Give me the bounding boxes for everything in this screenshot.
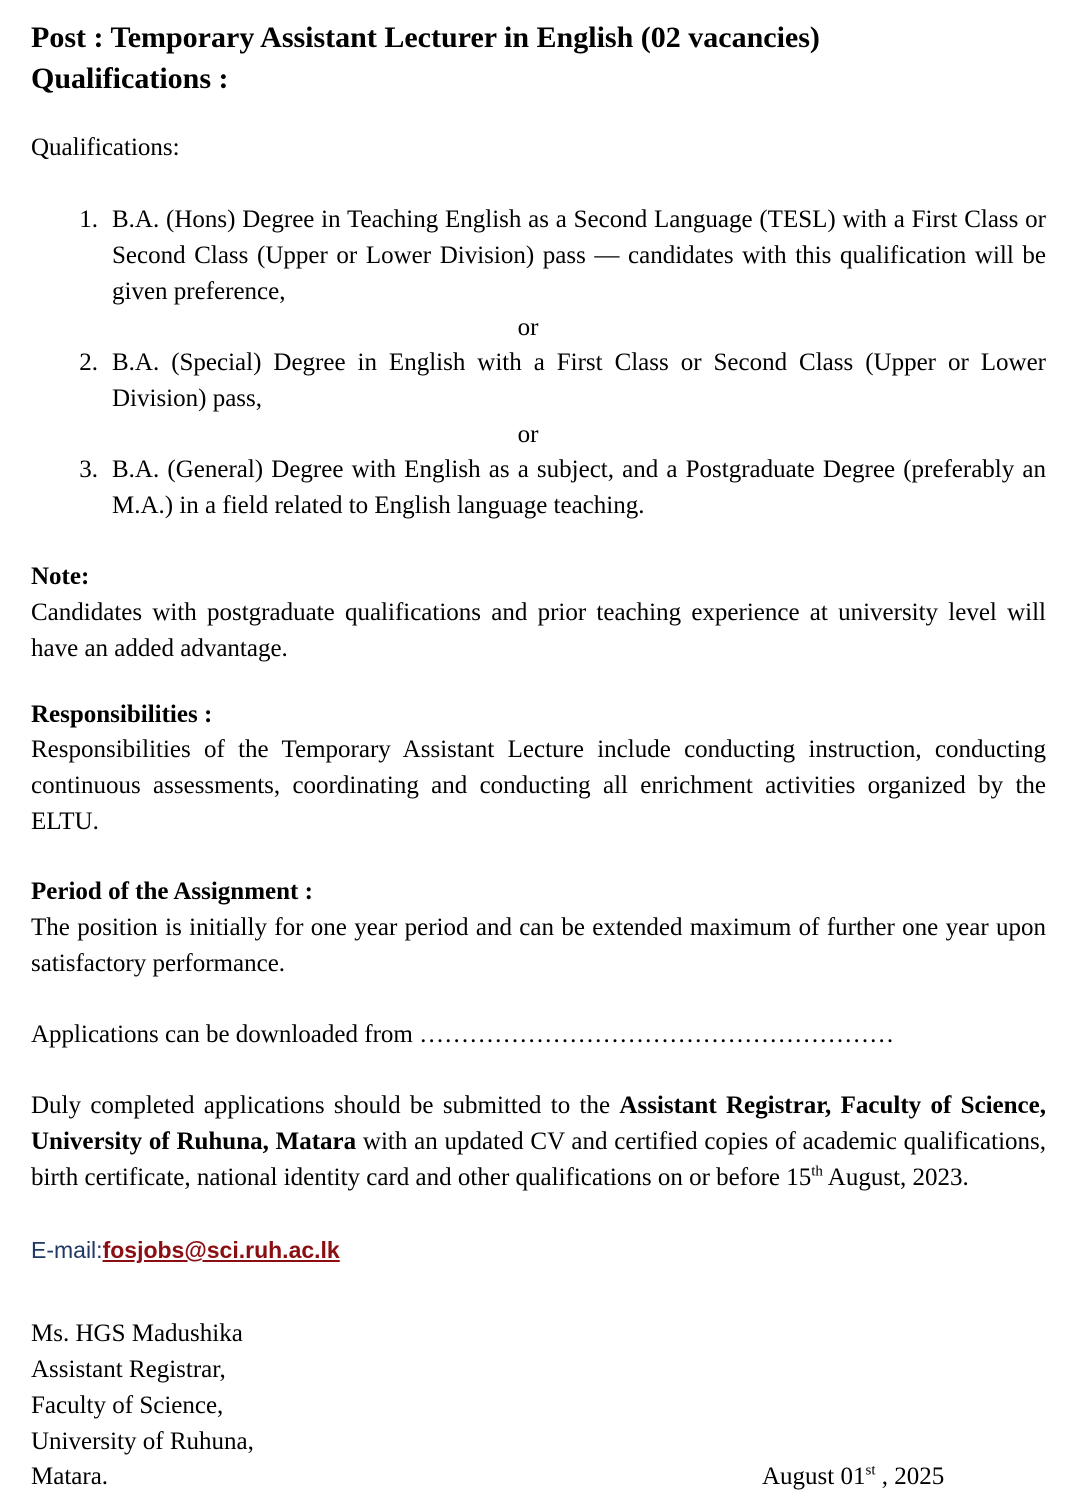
qualification-item-3: B.A. (General) Degree with English as a subject, and a Postgraduate Degree (preferably an M.A.) in a field related to English language teaching. bbox=[112, 456, 1046, 519]
or-separator: or bbox=[517, 421, 539, 448]
list-item-number: 3. bbox=[79, 456, 98, 483]
post-title: Post : Temporary Assistant Lecturer in English (02 vacancies) bbox=[31, 21, 820, 54]
submission-office: Assistant Registrar, Faculty of Science, University of Ruhuna, Matara bbox=[31, 1092, 1047, 1155]
note-text: Candidates with postgraduate qualifications and prior teaching experience at university level will have an added advantage. bbox=[31, 599, 1046, 662]
submission-intro: Duly completed applications should be submitted to the bbox=[31, 1092, 620, 1119]
notice-date bbox=[762, 1459, 944, 1495]
signatory-title: Assistant Registrar, bbox=[31, 1356, 226, 1383]
qualifications-heading: Qualifications : bbox=[31, 62, 229, 95]
qualification-item-2: B.A. (Special) Degree in English with a First Class or Second Class (Upper or Lower Division) pass, bbox=[112, 349, 1046, 412]
submission-paragraph bbox=[31, 1088, 1046, 1196]
list-item-number: 1. bbox=[79, 206, 98, 233]
signatory-name: Ms. HGS Madushika bbox=[31, 1320, 243, 1347]
applications-download-text: Applications can be downloaded from ………………………………………………… bbox=[31, 1021, 895, 1048]
email-label: E-mail: bbox=[31, 1237, 103, 1263]
note-heading: Note: bbox=[31, 563, 90, 590]
qualifications-intro: Qualifications: bbox=[31, 134, 180, 161]
or-separator: or bbox=[517, 314, 539, 341]
email-link[interactable]: fosjobs@sci.ruh.ac.lk bbox=[102, 1237, 340, 1263]
date-suffix: st bbox=[865, 1462, 876, 1479]
period-heading: Period of the Assignment : bbox=[31, 878, 313, 905]
responsibilities-heading: Responsibilities : bbox=[31, 701, 213, 728]
deadline-rest: August, 2023. bbox=[822, 1164, 969, 1191]
qualification-item-1: B.A. (Hons) Degree in Teaching English as a Second Language (TESL) with a First Class or Second Class (Upper or Lower Division) pass — candidates with this qualification will be given preference, bbox=[112, 206, 1046, 305]
responsibilities-text: Responsibilities of the Temporary Assistant Lecture include conducting instruction, conducting continuous assessments, coordinating and conducting all enrichment activities organized by the ELTU. bbox=[31, 736, 1046, 835]
signatory-city: Matara. bbox=[31, 1463, 109, 1490]
signatory-faculty: Faculty of Science, bbox=[31, 1392, 224, 1419]
date-prefix: August 01 bbox=[762, 1463, 866, 1490]
deadline-suffix: th bbox=[811, 1163, 823, 1180]
period-text: The position is initially for one year period and can be extended maximum of further one year upon satisfactory performance. bbox=[31, 914, 1046, 977]
signatory-university: University of Ruhuna, bbox=[31, 1428, 254, 1455]
date-year: , 2025 bbox=[875, 1463, 945, 1490]
submission-rest: with an updated CV and certified copies of academic qualifications, birth certificate, national identity card and other qualifications on or before 15 bbox=[31, 1128, 1047, 1191]
list-item-number: 2. bbox=[79, 349, 98, 376]
email-line bbox=[31, 1232, 340, 1268]
